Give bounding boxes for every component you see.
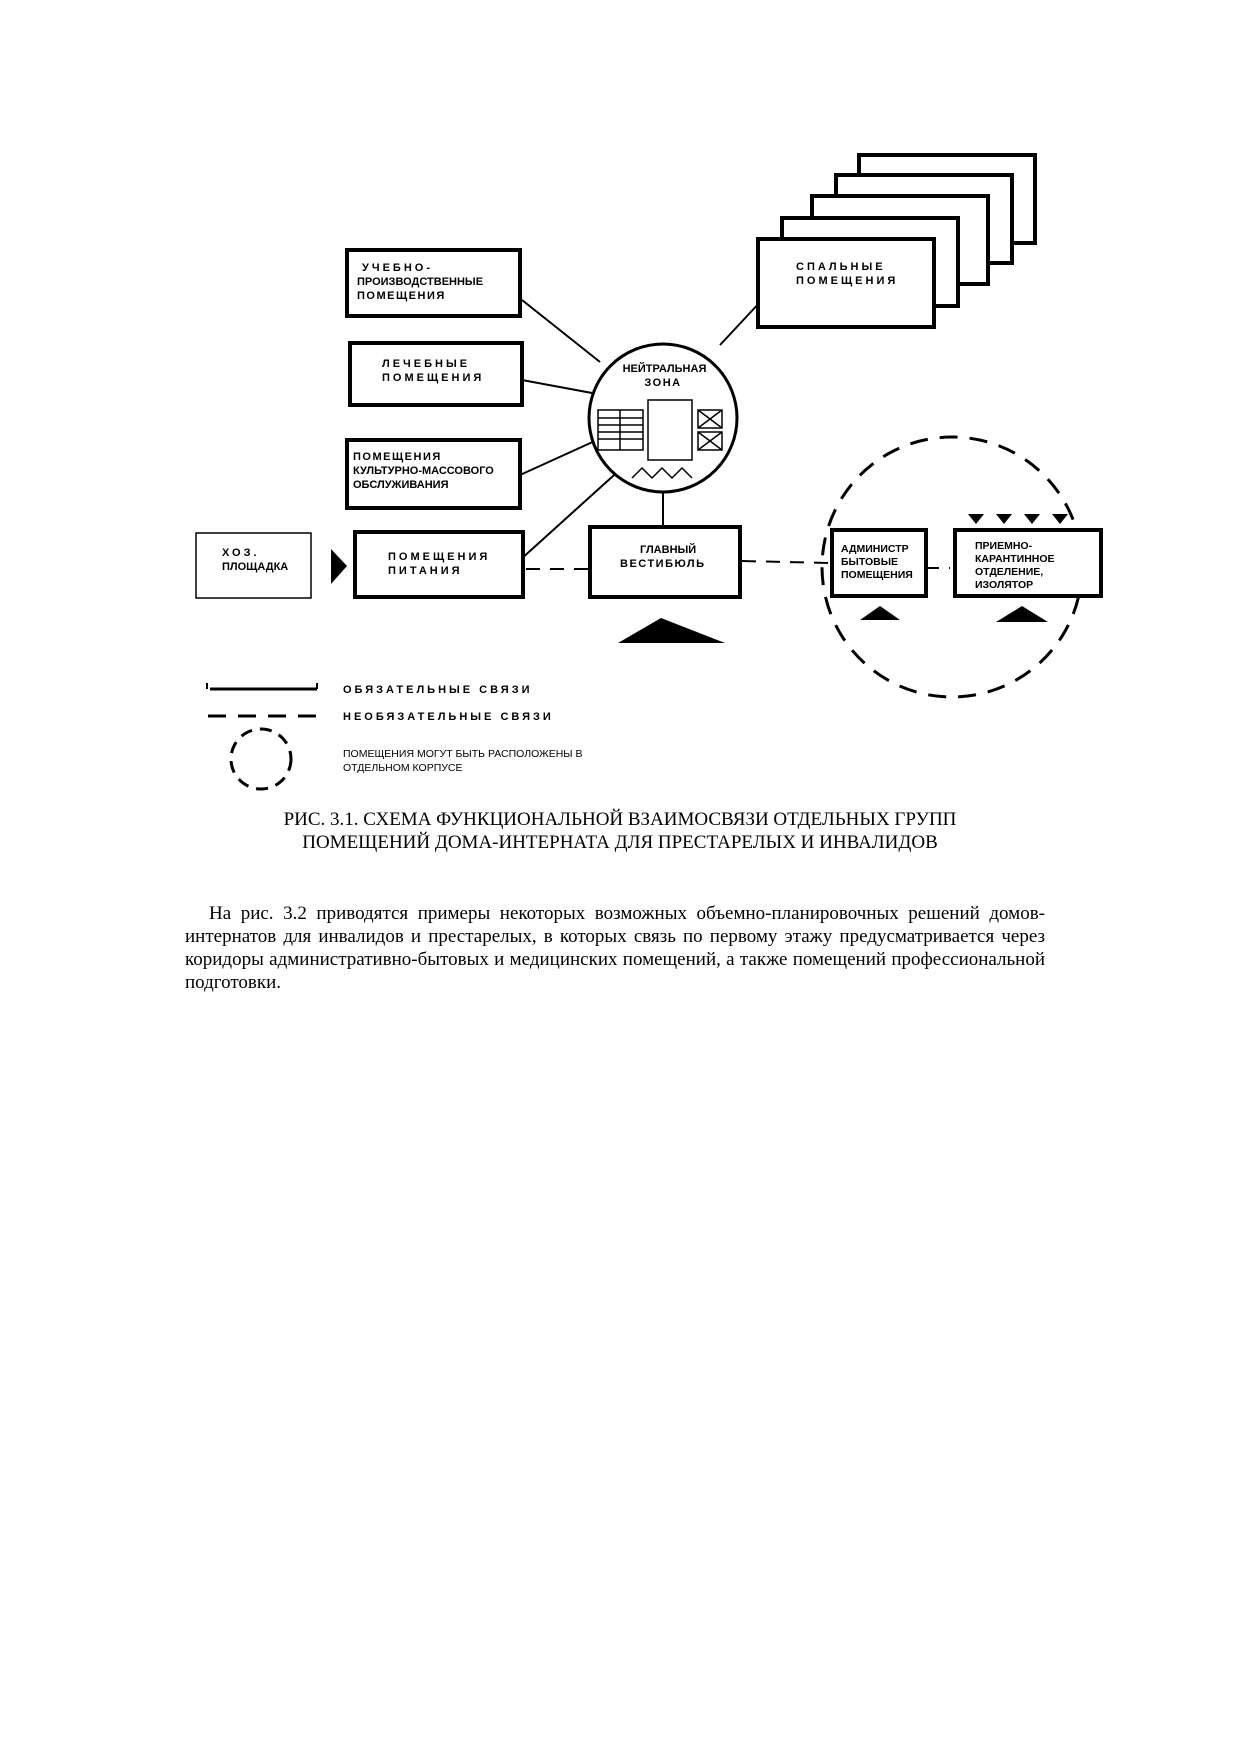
main-entrance-icon (618, 618, 725, 643)
quarantine-entrance-icon (996, 606, 1048, 622)
box-catering (355, 532, 523, 597)
box-administrative (832, 530, 926, 596)
svg-text:УЧЕБНО- ПРОИЗВОДСТВЕННЫЕ: УЧЕБНО- ПРОИЗВОДСТВЕННЫЕ ПОМЕЩЕНИЯ (357, 262, 484, 302)
neutral-zone-label: НЕЙТРАЛЬНАЯ ЗОНА (622, 363, 707, 389)
caption-line-2: ПОМЕЩЕНИЙ ДОМА-ИНТЕРНАТА ДЛЯ ПРЕСТАРЕЛЫХ И ИНВАЛИДОВ (302, 832, 938, 853)
svg-text:ЛЕЧЕБНЫЕ ПОМЕЩЕНИЯ: ЛЕЧЕБНЫЕ ПОМЕЩЕНИЯ (382, 358, 485, 384)
svg-text:ГЛАВНЫЙ ВЕСТИБЮЛЬ: ГЛАВНЫЙ ВЕСТИБЮЛЬ (620, 544, 706, 570)
box-educational-production (347, 250, 520, 316)
quarantine-entrance-markers (968, 514, 1068, 524)
body-paragraph: На рис. 3.2 приводятся примеры некоторых возможных объемно-планировочных решений домов-интернатов для инвалидов и престарелых, в которых связь по первому этажу предусматривается через коридоры административно-бытовых и медицинских помещений, а также помещений профессиональной подготовки. (185, 903, 1045, 993)
svg-text:ПРИЕМНО- КАРАНТИННОЕ: ПРИЕМНО- КАРАНТИННОЕ ОТДЕЛЕНИЕ, ИЗОЛЯТОР (975, 540, 1055, 591)
functional-diagram (0, 0, 1240, 800)
svg-text:ПОМЕЩЕНИЯ КУЛЬТУРНО-МАСС: ПОМЕЩЕНИЯ КУЛЬТУРНО-МАССОВОГО ОБСЛУЖИВАНИЯ (353, 451, 494, 491)
legend-optional-label: НЕОБЯЗАТЕЛЬНЫЕ СВЯЗИ (343, 711, 554, 723)
caption-line-1: РИС. 3.1. СХЕМА ФУНКЦИОНАЛЬНОЙ ВЗАИМОСВЯЗИ ОТДЕЛЬНЫХ ГРУПП (283, 809, 957, 830)
legend-dashed-circle (231, 729, 291, 789)
arrow-right-icon (331, 549, 347, 584)
box-quarantine (955, 530, 1101, 596)
svg-text:ПОМЕЩЕНИЯ ПИТАНИЯ: ПОМЕЩЕНИЯ ПИТАНИЯ (388, 551, 491, 577)
neutral-zone (589, 344, 737, 492)
legend (207, 683, 585, 789)
figure-caption (185, 808, 1055, 854)
legend-separate-label: ПОМЕЩЕНИЯ МОГУТ БЫТЬ РАСПОЛОЖЕНЫ В ОТДЕЛЬНОМ КОРПУСЕ (343, 748, 583, 774)
admin-entrance-icon (860, 606, 900, 620)
legend-required-label: ОБЯЗАТЕЛЬНЫЕ СВЯЗИ (343, 684, 533, 696)
svg-text:ХОЗ. ПЛОЩАДКА: ХОЗ. ПЛОЩАДКА (222, 547, 289, 573)
box-cultural (347, 440, 520, 508)
box-sleeping-stack (758, 155, 1035, 327)
box-medical (350, 343, 522, 405)
box-sleeping-label: СПАЛЬНЫЕ ПОМЕЩЕНИЯ (796, 261, 899, 287)
svg-text:АДМИНИСТР БЫТОВЫЕ: АДМИНИСТР БЫТОВЫЕ ПОМЕЩЕНИЯ (841, 543, 913, 581)
box-main-lobby (590, 527, 740, 597)
box-utility-yard (196, 533, 311, 598)
